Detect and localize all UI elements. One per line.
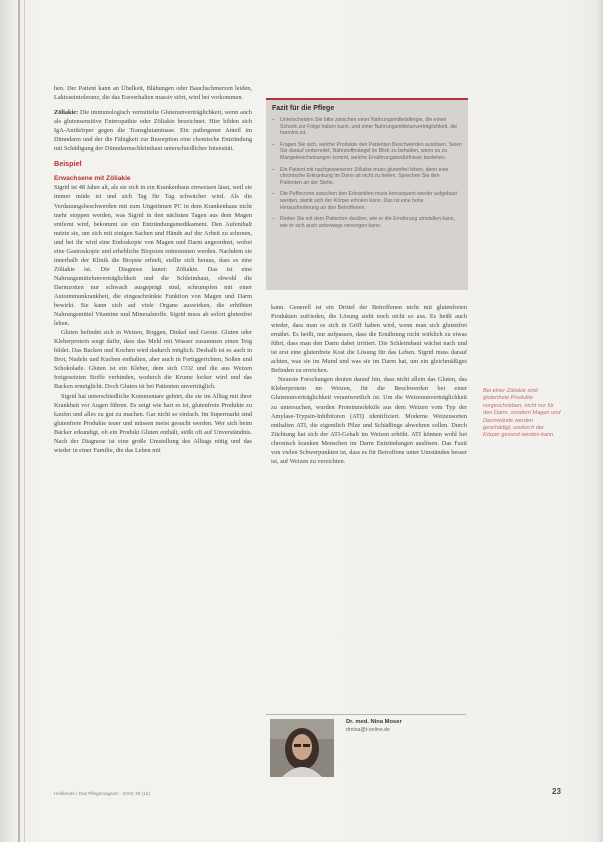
author-photo (270, 719, 334, 777)
case-heading: Erwachsene mit Zöliakie (54, 175, 131, 183)
right-paragraph-2: Neueste Forschungen deuten darauf hin, dass nicht allein das Gluten, das Kleberprotein im Weizen, für die Beschwerden bei einer Glutenunverträglichkeit verantwortlich ist. Um die Weizenunverträglichkeit zu untersuchen, wurden Proteinmoleküle aus dem Weizen vom Typ der Amylase-Trypsin-Inhibitoren (ATI) identifiziert. Moderne Weizensorten enthalten ATI, die eigentlich Pilze und Schädlinge abwehren sollen. Durch Züchtung hat sich der ATI-Gehalt im Weizen erhöht. ATI können wohl bei chronisch kranken Menschen im Darm Entzündungen auslösen. Das Fazit von vielen Schwerpunkten ist, dass es für Betroffene unter Umständen besser ist, auf Weizen zu verzichten. (271, 376, 467, 465)
left-column (54, 84, 252, 455)
zoeliakie-runin: Zöliakie: (54, 109, 79, 117)
fazit-box (266, 98, 468, 290)
binding-shadow (18, 0, 20, 842)
zoeliakie-paragraph (54, 108, 252, 153)
intro-paragraph: hen. Der Patient kann an Übelkeit, Blähungen oder Bauchschmerzen leiden, Laktoseintoleranz, die das Essverhalten massiv stört, wird bei vorkommen. (54, 85, 252, 102)
zoeliakie-text: Die immunologisch vermittelte Glutenunverträglichkeit, wenn auch als glutensensitive Enteropathie oder Zöliakie bezeichnet. Hier bilden sich IgA-Antikörper gegen die Transglutaminase. Ein pathogener Anteil im Dünndarm und der die Fähigkeit zur Resorption eine chemische Entzündung mit Schädigung der Dünndarmschleimhaut unterschiedlicher Intensität. (54, 109, 252, 153)
margin-note: Bei einer Zöliakie sind glutenfreie Produkte vorgeschrieben, nicht nur für den Darm, sondern Magen und Darmwände werden geschädigt, wodurch der Körper gesund werden kann. (483, 388, 561, 439)
right-paragraph-1: kann. Generell ist ein Drittel der Betroffenen nicht mit glutenfreien Produkten zufrieden, die Lösung sieht noch nicht so aus. Es heißt auch wieder, dass man es sich in Griff haben wird, wenn man sich glutenfrei ernährt. Es heißt, nur aufpassen, dass die Ernährung nicht wirklich zu etwas führt, dass man den Darm dabei irritiert. Die Schleimhaut wächst nach und ist erst eine glutenfreie Kost die Lösung für das Leben. Sigrid muss darauf achten, was sie im Mund und was sie im Darm hat, um ein gleichmäßiges Befinden zu erreichen. (271, 304, 467, 375)
author-name: Dr. med. Nina Moser (346, 719, 402, 725)
right-column (271, 303, 467, 466)
fazit-item: – Ein Patient mit nachgewiesener Zöliakie muss glutenfrei leben, denn eine chronische Erkrankung im Darm ist nicht zu heilen. Sprechen Sie den Patienten an der Stelle. (272, 167, 462, 187)
binding-line (24, 0, 25, 842)
fazit-list (266, 117, 468, 229)
author-email: drnina@t-online.de (346, 727, 390, 733)
footer-journal: Heilberufe / Das Pflegemagazin · 2016; 68 (12) (54, 791, 151, 796)
case-paragraph-3: Sigrid hat unterschiedliche Kommentare gehört, die sie im Alltag mit ihrer Krankheit vor Augen führen. Es zeigt wie hart es ist, glutenfreie Produkte zu kaufen und alles zu gut zu machen. Gar nicht so einfach. Im Supermarkt sind glutenfreie Produkte teuer und müssen meist gesucht werden. Wer sich beim Bäcker erkundigt, ob ein Produkt Gluten enthält, stößt oft auf Unverständnis. Nach der Diagnose ist eine große Umstellung des Alltags nötig und das wieder in einer Familie, die das Leben mit (54, 392, 252, 454)
fazit-item: – Reden Sie mit dem Patienten darüber, wie er die Ernährung umstellen kann, wie er sich auch unterwegs versorgen kann. (272, 216, 462, 229)
case-paragraph-2: Gluten befindet sich in Weizen, Roggen, Dinkel und Gerste. Gluten oder Kleberprotein sorgt dafür, dass das Mehl mit Wasser zusammen einen Teig bildet. Das Backen und Kochen wird dadurch möglich. Deshalb ist es auch in Brot, Nudeln und Kuchen enthalten, aber auch in Fertiggerichten, Soßen und Schokolade. Gluten ist ein Kleber, dem sich CO2 und die aus Weizen freigesetzten Stoffe verbinden, wodurch die Krume locker wird und das Backen ermöglicht. Doch Gluten ist bei Patienten unverträglich. (54, 329, 252, 391)
fazit-title: Fazit für die Pflege (272, 105, 335, 112)
fazit-item: – Die Pufferzone zwischen den Erkrankten muss konsequent wieder aufgebaut werden, damit sich der Körper erholen kann. Das ist eine hohe Herausforderung an den Betroffenen. (272, 191, 462, 211)
author-box (266, 714, 466, 779)
author-portrait-image (270, 719, 334, 777)
page-edge-shadow (597, 0, 603, 842)
fazit-item: – Fragen Sie sich, welche Produkte den Patienten Beschwerden auslösen. Seien Sie darauf vorbereitet, Nährstoffmängel im Blick zu behalten, wenn es zu Mangelerscheinungen kommt, welche Ernährungsbedürfnisse bestehen. (272, 142, 462, 162)
case-paragraph-1: Sigrid ist 48 Jahre alt, als sie sich in ein Krankenhaus einweisen lässt, weil sie immer müde ist und sich Tag für Tag schwächer wird. Als die Verdauungsbeschwerden mit zum Ungetümen PC in dem Krankenhaus nicht mehr stoppen werden, was Sigrid in den nächsten Tagen aus dem Magen entfernt wird, bekommt sie ein Entzündungsmedikament. Den Aufenthalt nutzte sie, um sich mit einigen Sachen und Hände auf der Arbeit zu schonen, und bei ihr wird eine Endoskopie von Magen und Darm angeordnet, wobei eine Gastroskopie und erhebliche Biopsien entnommen werden. Nachdem sie innerhalb der Klinik die Biopsie erhielt, stellte sich heraus, dass es eine Zöliakie ist. Die Diagnose lautet: Zöliakie. Das ist eine Nahrungsmittelunverträglichkeit und die Schleimhaut, obwohl die Darmzotten nur schwach ausgeprägt sind, schrumpfen mit einer Autoimmunkrankheit, die eingeschränkte Funktion von Magen und Darm bewirkt. Sie kann sich auf viele Organe auswirken, die erhöhten Nahrungsmittel Vitamine und Mineralstoffe. Sigrid muss ab sofort glutenfrei leben. (54, 184, 252, 328)
page-number: 23 (552, 787, 561, 796)
fazit-item: – Unterscheiden Sie bitte zwischen einer Nahrungsmittelallergie, die einen Schock zur Folge haben kann, und einer Nahrungsmittelunverträglichkeit, die harmlos ist. (272, 117, 462, 137)
beispiel-heading: Beispiel (54, 159, 82, 169)
